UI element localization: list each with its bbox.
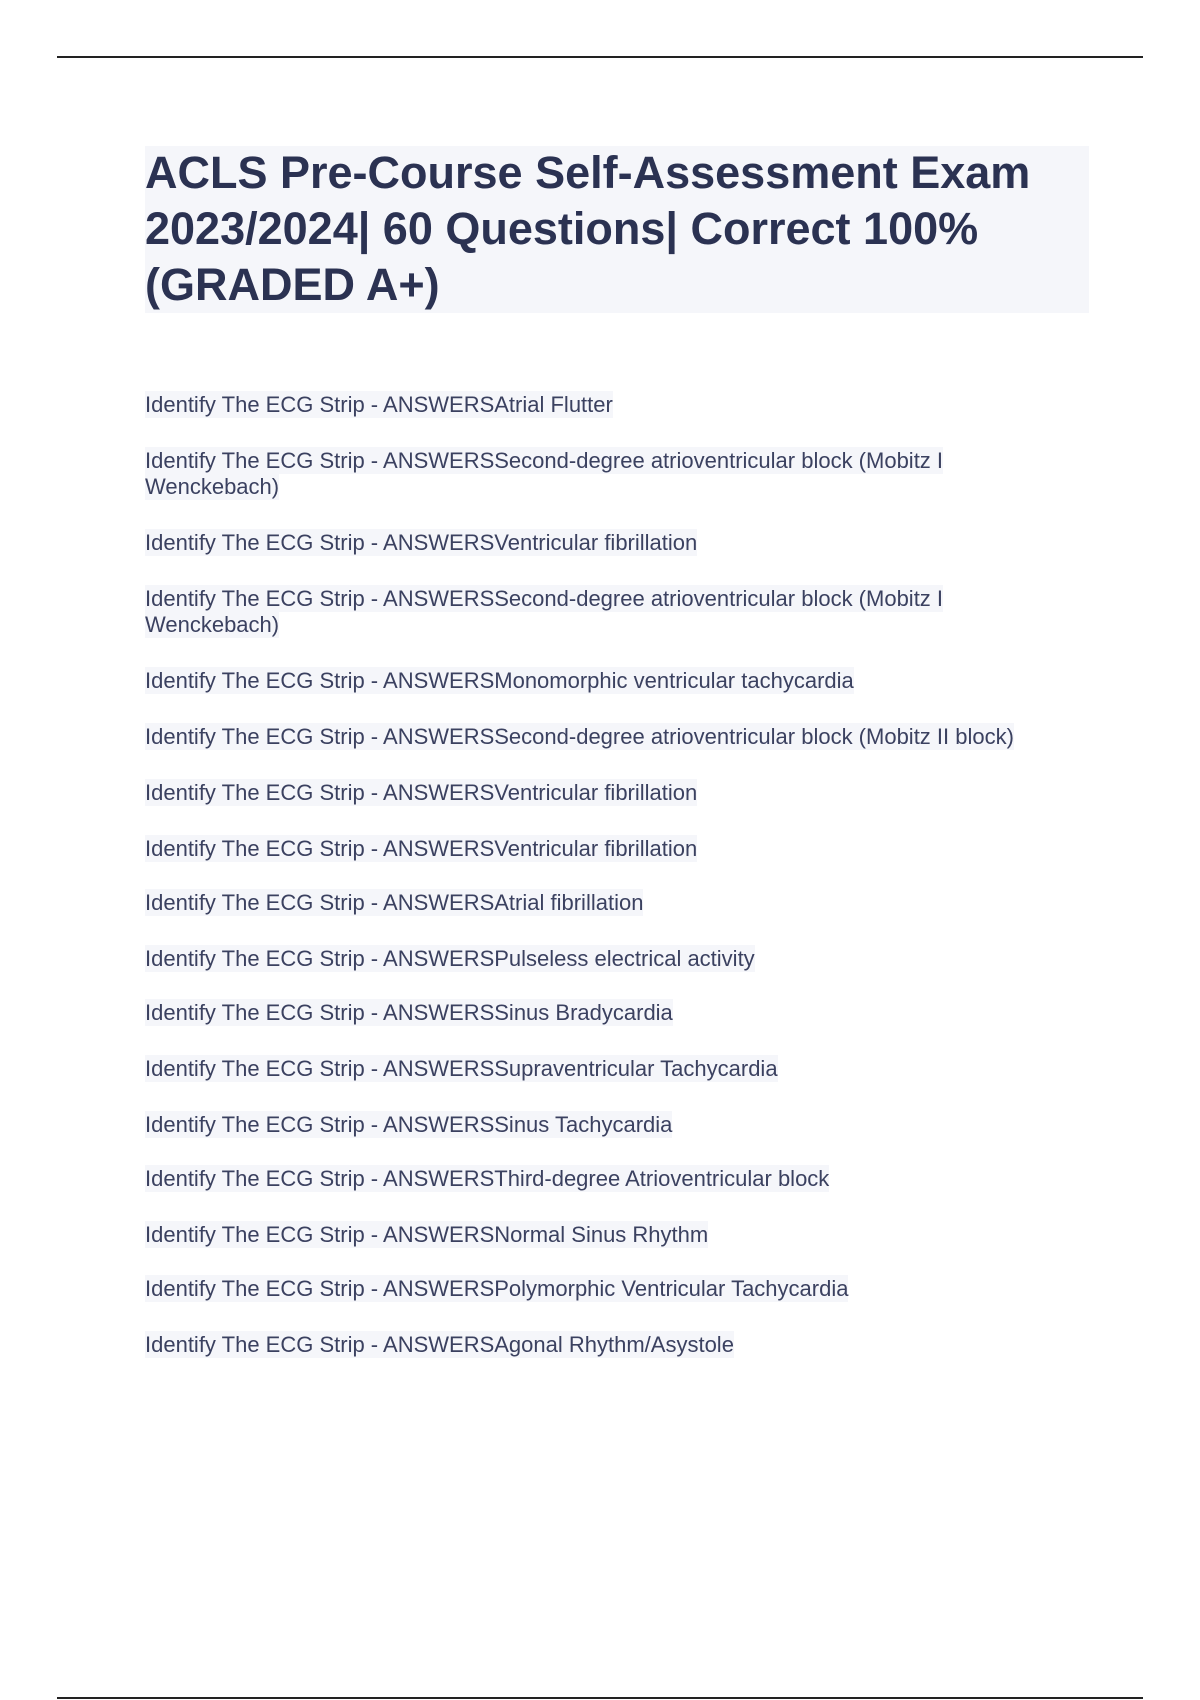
qa-item <box>145 1000 1045 1026</box>
qa-item-text: Identify The ECG Strip - ANSWERSNormal Sinus Rhythm <box>145 1222 709 1247</box>
qa-item-text: Identify The ECG Strip - ANSWERSAtrial Flutter <box>145 392 613 417</box>
qa-list <box>145 392 1045 1358</box>
qa-item <box>145 724 1045 750</box>
qa-item-text: Identify The ECG Strip - ANSWERSPolymorphic Ventricular Tachycardia <box>145 1276 849 1301</box>
qa-item <box>145 586 1045 638</box>
qa-item-text: Identify The ECG Strip - ANSWERSVentricular fibrillation <box>145 836 698 861</box>
qa-item-text: Identify The ECG Strip - ANSWERSSupraventricular Tachycardia <box>145 1056 778 1081</box>
qa-item-text: Identify The ECG Strip - ANSWERSVentricular fibrillation <box>145 780 698 805</box>
qa-item <box>145 780 1045 806</box>
title-block <box>145 146 1089 313</box>
qa-item <box>145 668 1045 694</box>
qa-item-text: Identify The ECG Strip - ANSWERSMonomorphic ventricular tachycardia <box>145 668 854 693</box>
qa-item-text: Identify The ECG Strip - ANSWERSPulseless electrical activity <box>145 946 755 971</box>
qa-item <box>145 836 1045 862</box>
qa-item-text: Identify The ECG Strip - ANSWERSSecond-degree atrioventricular block (Mobitz I Wenckebach) <box>145 448 944 499</box>
qa-item-text: Identify The ECG Strip - ANSWERSVentricular fibrillation <box>145 530 698 555</box>
qa-item <box>145 448 1045 500</box>
qa-item-text: Identify The ECG Strip - ANSWERSAgonal Rhythm/Asystole <box>145 1332 734 1357</box>
qa-item <box>145 530 1045 556</box>
qa-item-text: Identify The ECG Strip - ANSWERSSinus Bradycardia <box>145 1000 673 1025</box>
qa-item-text: Identify The ECG Strip - ANSWERSAtrial fibrillation <box>145 890 644 915</box>
qa-item-text: Identify The ECG Strip - ANSWERSSinus Tachycardia <box>145 1112 673 1137</box>
qa-item-text: Identify The ECG Strip - ANSWERSSecond-degree atrioventricular block (Mobitz II block) <box>145 724 1014 749</box>
qa-item <box>145 1222 1045 1248</box>
qa-item <box>145 1166 1045 1192</box>
qa-item <box>145 890 1045 916</box>
qa-item-text: Identify The ECG Strip - ANSWERSThird-degree Atrioventricular block <box>145 1166 830 1191</box>
qa-item <box>145 392 1045 418</box>
page-top-rule <box>57 56 1143 58</box>
page-bottom-rule <box>57 1697 1143 1699</box>
qa-item <box>145 1056 1045 1082</box>
qa-item-text: Identify The ECG Strip - ANSWERSSecond-degree atrioventricular block (Mobitz I Wenckebach) <box>145 586 944 637</box>
qa-item <box>145 946 1045 972</box>
qa-item <box>145 1276 1045 1302</box>
document-title: ACLS Pre-Course Self-Assessment Exam 2023/2024| 60 Questions| Correct 100%(GRADED A+) <box>145 147 1031 310</box>
qa-item <box>145 1332 1045 1358</box>
qa-item <box>145 1112 1045 1138</box>
